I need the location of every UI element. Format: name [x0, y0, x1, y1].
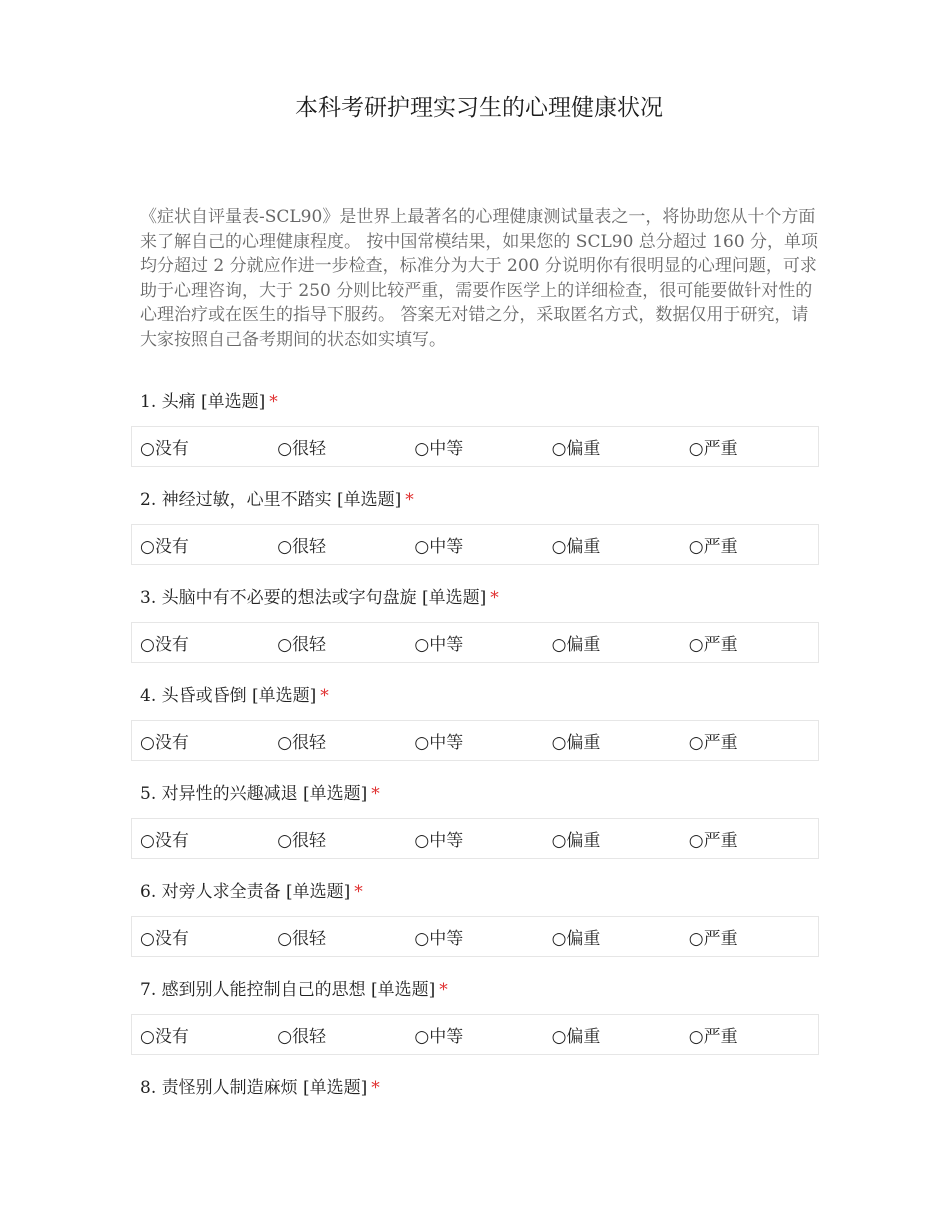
question-2	[131, 484, 819, 582]
radio-option[interactable]: ○严重	[688, 929, 738, 949]
question-title	[140, 778, 380, 810]
option-group	[131, 720, 819, 761]
radio-option[interactable]: ○没有	[140, 831, 189, 851]
required-marker: *	[371, 784, 380, 804]
question-text: 1. 头痛 [单选题]	[140, 392, 266, 412]
option-group	[131, 426, 819, 467]
question-title	[140, 582, 499, 614]
radio-option[interactable]: ○偏重	[551, 635, 601, 655]
radio-option[interactable]: ○很轻	[277, 635, 327, 655]
question-6	[131, 876, 819, 974]
required-marker: *	[371, 1078, 380, 1098]
radio-option[interactable]: ○没有	[140, 439, 189, 459]
option-group	[131, 916, 819, 957]
required-marker: *	[269, 392, 278, 412]
question-text: 8. 责怪别人制造麻烦 [单选题]	[140, 1078, 368, 1098]
option-group	[131, 1014, 819, 1055]
radio-option[interactable]: ○中等	[414, 439, 464, 459]
option-group	[131, 524, 819, 565]
radio-option[interactable]: ○很轻	[277, 537, 327, 557]
question-3	[131, 582, 819, 680]
page-title: 本科考研护理实习生的心理健康状况	[295, 95, 663, 121]
question-5	[131, 778, 819, 876]
required-marker: *	[354, 882, 363, 902]
radio-option[interactable]: ○偏重	[551, 831, 601, 851]
required-marker: *	[320, 686, 329, 706]
radio-option[interactable]: ○严重	[688, 1027, 738, 1047]
option-group	[131, 622, 819, 663]
question-text: 2. 神经过敏，心里不踏实 [单选题]	[140, 490, 402, 510]
radio-option[interactable]: ○没有	[140, 537, 189, 557]
radio-option[interactable]: ○中等	[414, 831, 464, 851]
question-title	[140, 876, 363, 908]
option-group	[131, 818, 819, 859]
question-8	[131, 1072, 819, 1170]
radio-option[interactable]: ○没有	[140, 929, 189, 949]
radio-option[interactable]: ○严重	[688, 537, 738, 557]
question-text: 4. 头昏或昏倒 [单选题]	[140, 686, 317, 706]
question-title	[140, 386, 278, 418]
radio-option[interactable]: ○中等	[414, 635, 464, 655]
radio-option[interactable]: ○严重	[688, 733, 738, 753]
question-list	[131, 386, 819, 1170]
required-marker: *	[405, 490, 414, 510]
radio-option[interactable]: ○严重	[688, 831, 738, 851]
radio-option[interactable]: ○偏重	[551, 1027, 601, 1047]
question-4	[131, 680, 819, 778]
radio-option[interactable]: ○中等	[414, 929, 464, 949]
question-text: 3. 头脑中有不必要的想法或字句盘旋 [单选题]	[140, 588, 487, 608]
radio-option[interactable]: ○偏重	[551, 439, 601, 459]
radio-option[interactable]: ○很轻	[277, 439, 327, 459]
radio-option[interactable]: ○中等	[414, 733, 464, 753]
radio-option[interactable]: ○没有	[140, 733, 189, 753]
required-marker: *	[439, 980, 448, 1000]
question-text: 5. 对异性的兴趣减退 [单选题]	[140, 784, 368, 804]
question-1	[131, 386, 819, 484]
radio-option[interactable]: ○中等	[414, 537, 464, 557]
radio-option[interactable]: ○很轻	[277, 929, 327, 949]
radio-option[interactable]: ○严重	[688, 439, 738, 459]
question-text: 6. 对旁人求全责备 [单选题]	[140, 882, 351, 902]
radio-option[interactable]: ○偏重	[551, 537, 601, 557]
radio-option[interactable]: ○中等	[414, 1027, 464, 1047]
question-text: 7. 感到别人能控制自己的思想 [单选题]	[140, 980, 436, 1000]
radio-option[interactable]: ○很轻	[277, 1027, 327, 1047]
question-title	[140, 974, 448, 1006]
radio-option[interactable]: ○很轻	[277, 831, 327, 851]
question-title	[140, 484, 414, 516]
radio-option[interactable]: ○偏重	[551, 929, 601, 949]
radio-option[interactable]: ○没有	[140, 1027, 189, 1047]
intro-paragraph: 《症状自评量表-SCL90》是世界上最著名的心理健康测试量表之一，将协助您从十个方面来了解自己的心理健康程度。 按中国常模结果，如果您的 SCL90 总分超过 160 分，单项均分超过 2 分就应作进一步检查，标准分为大于 200 分说明你有很明显的心理问题，可求助于心理咨询，大于 250 分则比较严重，需要作医学上的详细检查，很可能要做针对性的心理治疗或在医生的指导下服药。 答案无对错之分，采取匿名方式，数据仅用于研究，请大家按照自己备考期间的状态如实填写。	[140, 207, 819, 350]
question-title	[140, 680, 329, 712]
radio-option[interactable]: ○偏重	[551, 733, 601, 753]
question-7	[131, 974, 819, 1072]
required-marker: *	[490, 588, 499, 608]
radio-option[interactable]: ○没有	[140, 635, 189, 655]
question-title	[140, 1072, 380, 1104]
radio-option[interactable]: ○很轻	[277, 733, 327, 753]
radio-option[interactable]: ○严重	[688, 635, 738, 655]
